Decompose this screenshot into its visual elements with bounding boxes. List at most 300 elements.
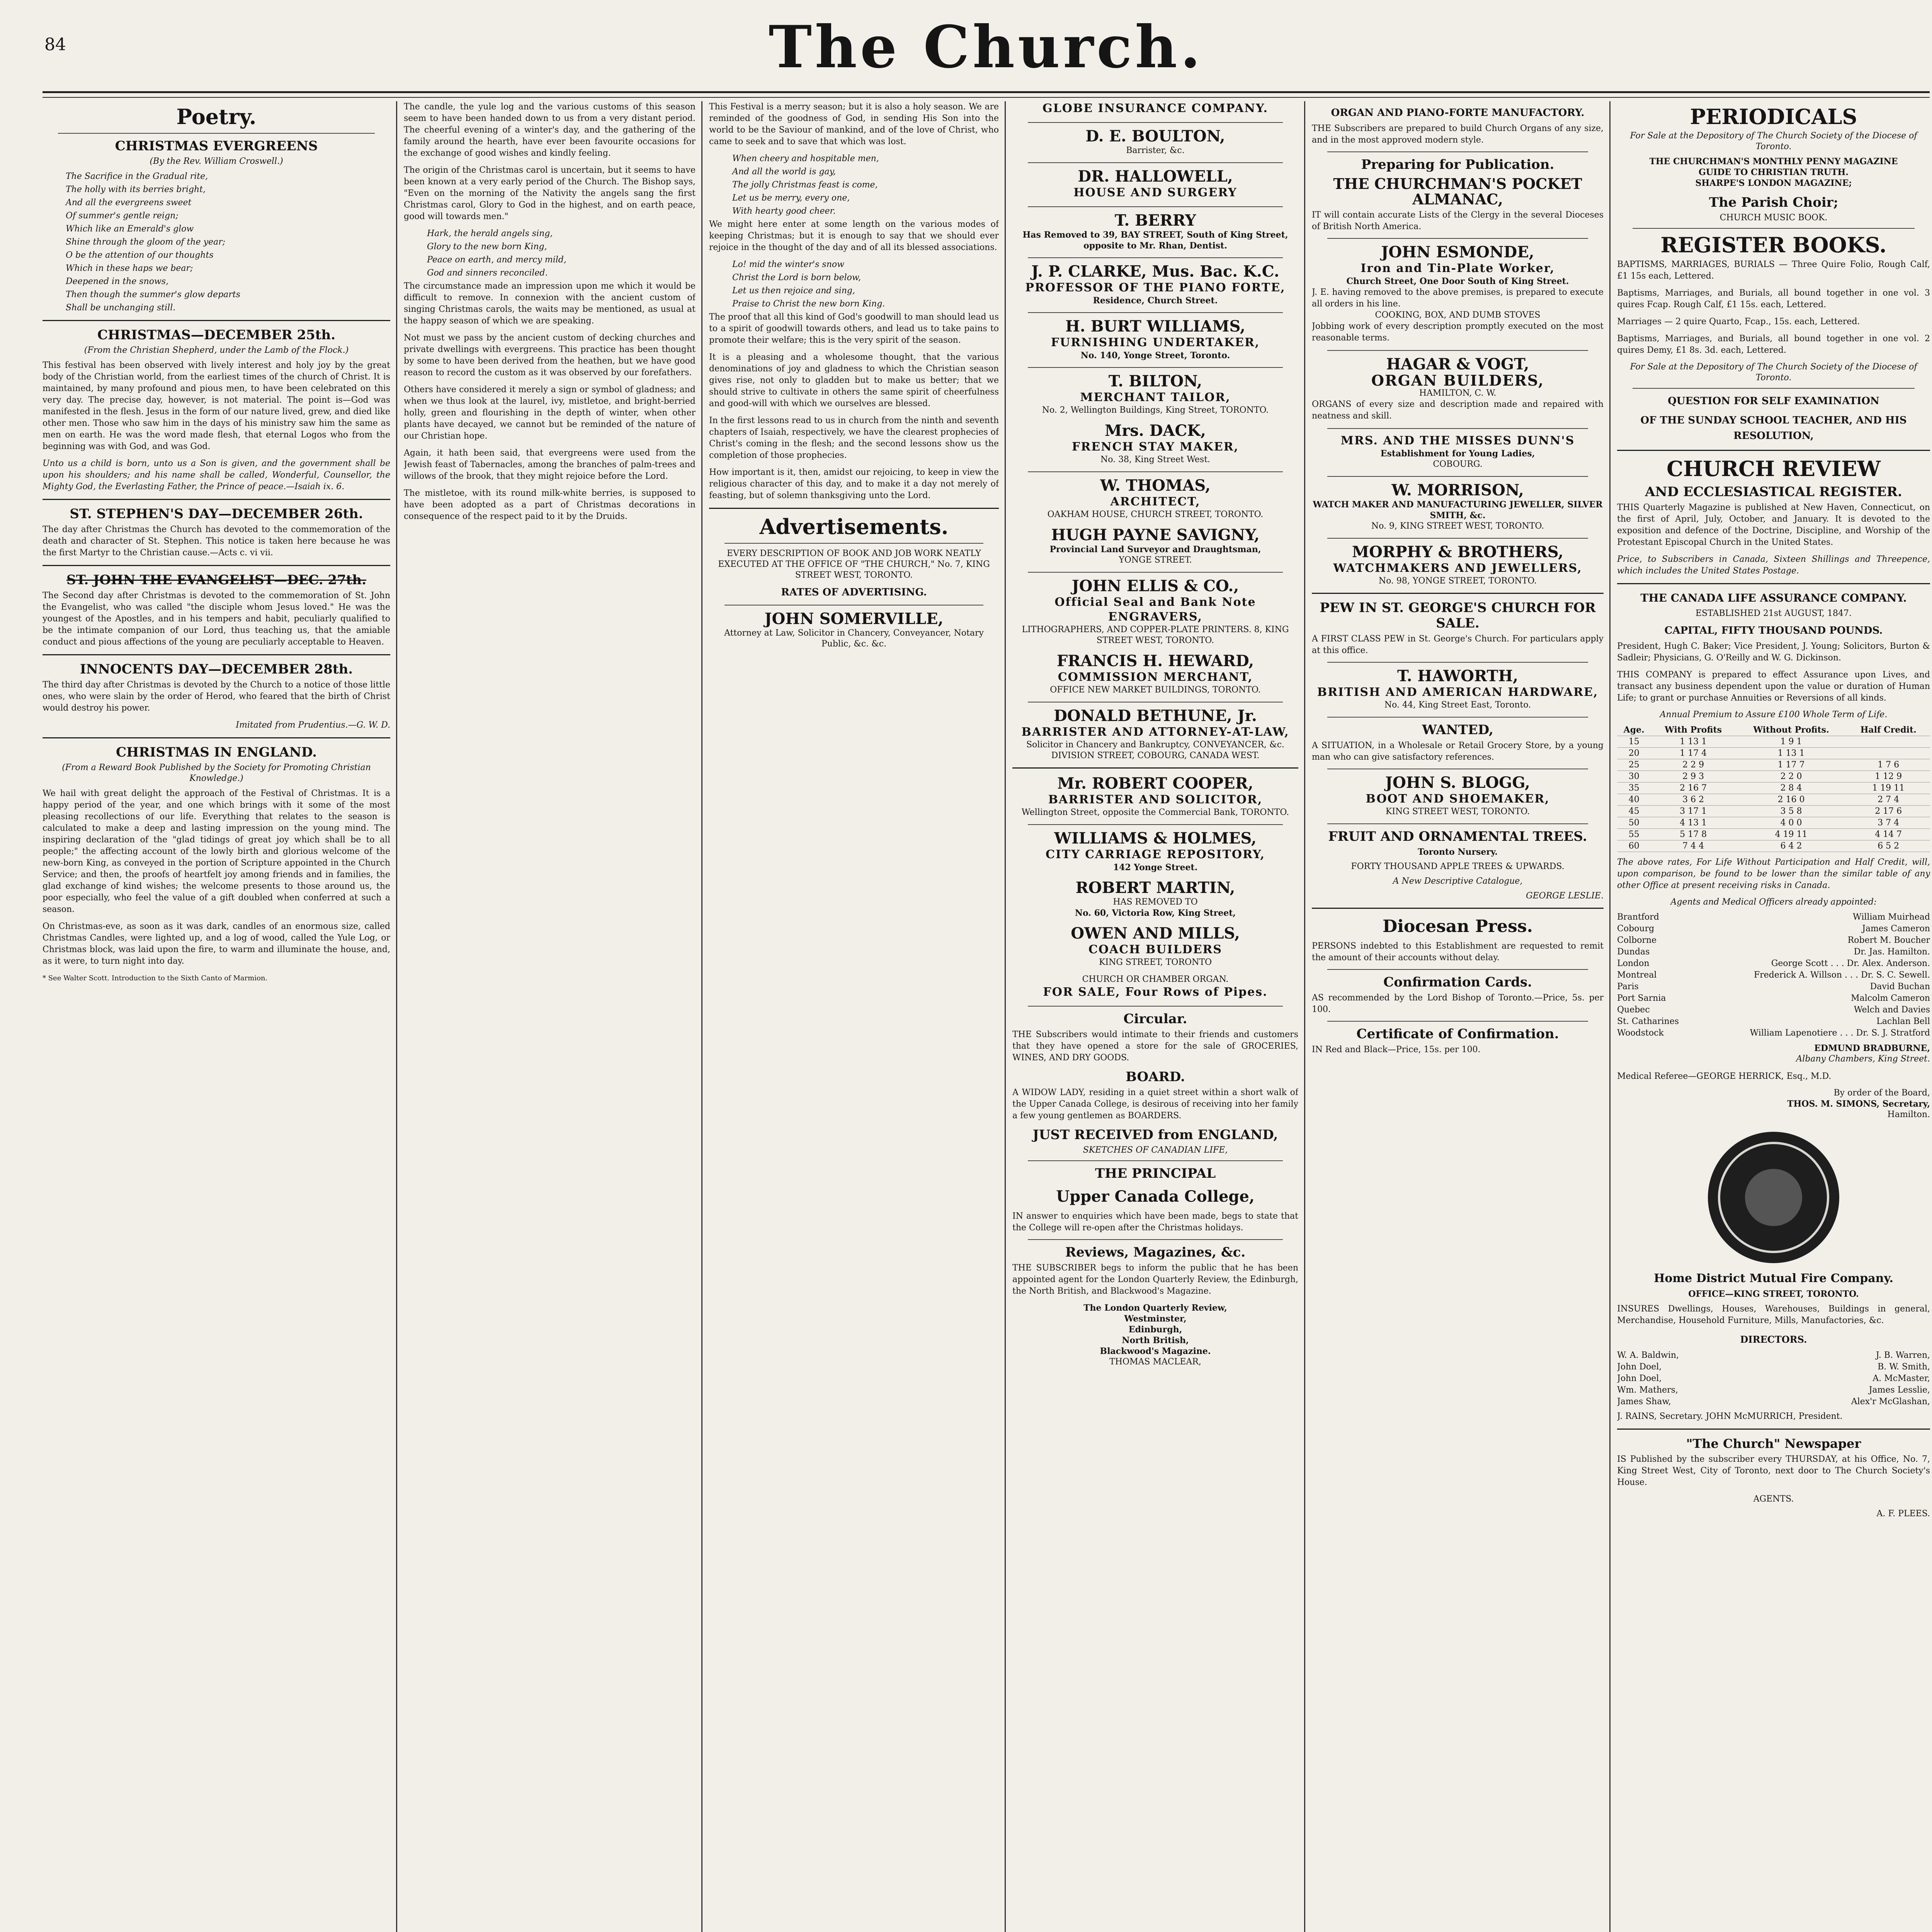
music-book: CHURCH MUSIC BOOK. (1719, 213, 1828, 223)
verse-line: Of summer's gentle reign; (66, 211, 179, 221)
notice-body: THE Subscribers would intimate to their friends and customers that they have opened a store for the sale of GROCERIES, WINES, AND DRY GOODS. (1012, 1030, 1298, 1063)
verse-line: Peace on earth, and mercy mild, (427, 255, 566, 265)
advertiser-line: Solicitor in Chancery and Bankruptcy, CONVEYANCER, &c. DIVISION STREET, COBOURG, CANADA WEST. (1026, 740, 1285, 760)
verse-line: Shine through the gloom of the year; (66, 237, 226, 247)
dack-ad (1012, 422, 1298, 465)
table-cell: 55 (1617, 829, 1651, 840)
advertiser-role: COACH BUILDERS (1088, 943, 1223, 956)
advertiser-line: COOKING, BOX, AND DUMB STOVES (1375, 310, 1541, 320)
table-cell: 15 (1617, 736, 1651, 748)
section-source: (From the Christian Shepherd, under the Lamb of the Flock.) (84, 345, 349, 355)
company-heading: GLOBE INSURANCE COMPANY. (1043, 102, 1268, 115)
mutual-fire-company-seal-icon (1708, 1132, 1839, 1263)
agent-row (1617, 1027, 1930, 1039)
table-cell: 20 (1617, 748, 1651, 759)
clarke-ad (1012, 263, 1298, 306)
director-name: John Doel, (1617, 1374, 1662, 1383)
article-paragraph: The origin of the Christmas carol is uncertain, but it seems to have been known at a very early period of the Church. The Bishop says, "Even on the morning of the Nativity the angels sang the first Christmas carol, Glory to God in the highest, and on earth peace, good will towards men." (404, 165, 696, 221)
table-cell (1847, 748, 1930, 759)
divider (1028, 471, 1283, 472)
advertiser-name: T. HAWORTH, (1397, 667, 1519, 685)
advertiser-name: HAGAR & VOGT, (1386, 355, 1529, 373)
notice-title: WANTED, (1422, 722, 1493, 738)
fire-company-heading: Home District Mutual Fire Company. (1654, 1272, 1893, 1285)
agent-town: Quebec (1617, 1005, 1650, 1015)
divider (1028, 367, 1283, 368)
advertiser-role: FRENCH STAY MAKER, (1072, 440, 1239, 454)
owen-ad (1012, 925, 1298, 968)
notice-title: JUST RECEIVED from ENGLAND, (1032, 1127, 1278, 1143)
notice-body: THE SUBSCRIBER begs to inform the public that he has been appointed agent for the London Quarterly Review, the Edinburgh, the North British, and Blackwood's Magazine. (1012, 1263, 1298, 1296)
notice-title: Diocesan Press. (1383, 917, 1533, 936)
register-item: Marriages — 2 quire Quarto, Fcap., 15s. each, Lettered. (1617, 317, 1860, 327)
table-cell: 1 12 9 (1847, 771, 1930, 782)
review-item: Blackwood's Magazine. (1100, 1346, 1211, 1356)
advertiser-line: LITHOGRAPHERS, AND COPPER-PLATE PRINTERS. 8, KING STREET WEST, TORONTO. (1022, 625, 1289, 645)
assurance-officers: President, Hugh C. Baker; Vice President, J. Young; Solicitors, Burton & Sadleir; Physicians, G. O'Reilly and W. G. Dickinson. (1617, 641, 1930, 663)
question-heading: QUESTION FOR SELF EXAMINATION (1668, 395, 1879, 407)
notice-title: BOARD. (1126, 1069, 1185, 1085)
advertiser-line: Attorney at Law, Solicitor in Chancery, Conveyancer, Notary Public, &c. &c. (724, 628, 984, 649)
table-cell: 1 13 1 (1651, 736, 1735, 748)
table-row (1617, 771, 1930, 782)
advertiser-name: J. P. CLARKE, Mus. Bac. K.C. (1031, 262, 1279, 281)
director-name: A. McMaster, (1872, 1374, 1930, 1383)
assurance-established: ESTABLISHED 21st AUGUST, 1847. (1695, 609, 1852, 618)
divider (1633, 388, 1915, 389)
verse-line: Glory to the new born King, (427, 242, 547, 252)
review-item: North British, (1122, 1335, 1189, 1345)
article-paragraph: Others have considered it merely a sign or symbol of gladness; and when we thus look at the laurel, ivy, mistletoe, and bright-berried holly, green and flourishing in the depth of winter, when other plants have decayed, we cannot but be reminded of the nature of our Christian hope. (404, 385, 696, 441)
agent-row (1617, 958, 1930, 969)
article-paragraph: We hail with great delight the approach of the Festival of Christmas. It is a happy period of the year, and one which brings with it some of the most pleasing recollections of our life. Everything that relates to the season is calculated to make a deep and lasting impression on the young mind. The inspiring declaration of the "glad tidings of great joy which shall be to all people;" the affecting account of the lowly birth and glorious welcome of the new-born King, as conveyed in the portion of Scripture appointed in the Church Service; and then, the proofs of heartfelt joy among friends and in families, the glad exchange of kind wishes; the welcome presents to those around us, the poor especially, who feel the value of a gift doubled when conferred at such a season. (43, 789, 390, 914)
director-row (1617, 1361, 1930, 1373)
section-title: CHRISTMAS IN ENGLAND. (116, 745, 317, 760)
table-row (1617, 736, 1930, 748)
notice-body: A WIDOW LADY, residing in a quiet street within a short walk of the Upper Canada College, is desirous of receiving into her family a few young gentlemen as BOARDERS. (1012, 1088, 1298, 1121)
agent-signer: EDMUND BRADBURNE, (1814, 1043, 1930, 1053)
advertiser-name: W. MORRISON, (1391, 481, 1524, 499)
table-cell: 2 2 9 (1651, 759, 1735, 771)
advertiser-role: Barrister, &c. (1126, 146, 1185, 155)
poem-title: CHRISTMAS EVERGREENS (115, 138, 318, 154)
divider (1028, 122, 1283, 123)
article-paragraph: The Second day after Christmas is devoted to the commemoration of St. John the Evangelist, who was called "the disciple whom Jesus loved." He was the youngest of the Apostles, and in his tempers and habit, peculiarly qualified to be the intimate companion of our Lord, thus teaching us, that the amiable conduct and pious affections of the young are peculiarly acceptable to Heaven. (43, 591, 390, 647)
heward-ad (1012, 652, 1298, 696)
notice-body: IT will contain accurate Lists of the Clergy in the several Dioceses of British North America. (1312, 210, 1604, 231)
article-paragraph: How important is it, then, amidst our rejoicing, to keep in view the religious character of this day, and to make it a day not merely of feasting, but of solemn thanksgiving unto the Lord. (709, 468, 999, 500)
martin-ad (1012, 879, 1298, 918)
hallowell-ad (1012, 168, 1298, 200)
director-row (1617, 1373, 1930, 1384)
divider (709, 508, 999, 509)
review-price: Price, to Subscribers in Canada, Sixteen Shillings and Threepence, which includes the United States Postage. (1617, 554, 1930, 576)
fire-company-body: INSURES Dwellings, Houses, Warehouses, Buildings in general, Merchandise, Household Furniture, Mills, Manufactories, &c. (1617, 1304, 1930, 1325)
morphy-ad (1312, 543, 1604, 587)
divider (724, 543, 983, 544)
table-cell: 1 7 6 (1847, 759, 1930, 771)
carol-verse (404, 228, 696, 279)
divider (1327, 476, 1588, 477)
director-name: James Shaw, (1617, 1397, 1671, 1406)
advertiser-role: COMMISSION MERCHANT, (1058, 670, 1253, 684)
divider (1312, 908, 1604, 909)
verse-line: Lo! mid the winter's snow (732, 260, 844, 269)
article-paragraph: This festival has been observed with lively interest and holy joy by the great body of the Christian world, from the earliest times of the church of Christ. It is maintained, by many profound and pious men, to have been celebrated on this very day. The precise day, however, is not material. The point is—God was manifested in the flesh. Jesus in the form of our nature lived, grew, and died like other men. Those who saw him in the days of his ministry saw him the same as men on earth. He was the word made flesh, that eternal Logos who from the beginning was with God, and was God. (43, 361, 390, 451)
advertiser-line: No. 44, King Street East, Toronto. (1384, 700, 1531, 710)
article-paragraph: It is a pleasing and a wholesome thought, that the various denominations of joy and gladness to which the Christian season gives rise, not only to gladden but to make us better; that we should strive to cultivate in others the same spirit of cheerfulness and good-will with which we ourselves are blessed. (709, 352, 999, 408)
advertiser-line: Residence, Church Street. (1093, 296, 1218, 306)
advertiser-role: ARCHITECT, (1110, 495, 1201, 509)
credit-line: Imitated from Prudentius.—G. W. D. (236, 720, 390, 730)
organ-ad (1012, 974, 1298, 1000)
agent-row (1617, 993, 1930, 1004)
divider (1327, 1021, 1588, 1022)
agents-list (1617, 912, 1930, 1039)
verse-line: Which in these haps we bear; (66, 264, 193, 273)
advertiser-role: Iron and Tin-Plate Worker, (1361, 262, 1555, 275)
periodicals-heading: PERIODICALS (1690, 104, 1857, 129)
review-heading: CHURCH REVIEW (1667, 456, 1881, 481)
agent-name: Dr. Jas. Hamilton. (1854, 947, 1930, 957)
scripture-quote: Unto us a child is born, unto us a Son is given, and the government shall be upon his shoulders; and his name shall be called, Wonderful, Counsellor, the Mighty God, the Everlasting Father, the Prince of peace.—Isaiah ix. 6. (43, 459, 390, 492)
advertiser-line: Church Street, One Door South of King Street. (1346, 276, 1569, 286)
table-cell: 40 (1617, 794, 1651, 806)
divider (1633, 228, 1915, 229)
table-cell: 2 7 4 (1847, 794, 1930, 806)
column-3 (709, 101, 999, 1932)
newspaper-title: The Church. (769, 13, 1204, 81)
verse-line: Deepened in the snows, (66, 277, 169, 286)
divider (1327, 823, 1588, 824)
agent-name: Frederick A. Willson . . . Dr. S. C. Sewell. (1753, 970, 1930, 980)
directors-heading: DIRECTORS. (1740, 1334, 1807, 1345)
column-header: Age. (1617, 724, 1651, 736)
notice-title: FRUIT AND ORNAMENTAL TREES. (1328, 829, 1587, 844)
advertiser-name: JOHN SOMERVILLE, (764, 610, 944, 628)
advertiser-name: H. BURT WILLIAMS, (1065, 317, 1245, 335)
hagar-ad (1312, 355, 1604, 422)
table-cell: 4 0 0 (1736, 817, 1847, 829)
notice-body: PERSONS indebted to this Establishment are requested to remit the amount of their accounts without delay. (1312, 941, 1604, 963)
advertiser-line: CHURCH OR CHAMBER ORGAN. (1082, 975, 1229, 984)
table-cell: 1 17 4 (1651, 748, 1735, 759)
column-6 (1617, 101, 1930, 1932)
magazine-title: THE CHURCHMAN'S MONTHLY PENNY MAGAZINE (1649, 156, 1898, 167)
review-subheading: AND ECCLESIASTICAL REGISTER. (1645, 484, 1902, 500)
esmonde-ad (1312, 243, 1604, 344)
article-paragraph: The proof that all this kind of God's goodwill to man should lead us to a spirit of goodwill towards others, and lead us to take pains to promote their welfare; this is the very spirit of the season. (709, 312, 999, 345)
section-title: ST. STEPHEN'S DAY—DECEMBER 26th. (70, 506, 363, 522)
agent-name: Lachlan Bell (1876, 1017, 1930, 1026)
advertiser-name: Mrs. DACK, (1105, 422, 1206, 440)
article-paragraph: On Christmas-eve, as soon as it was dark, candles of an enormous size, called Christmas Candles, were lighted up, and a log of wood, called the Yule Log, or Christmas block, was laid upon the fire, to warm and illuminate the house, and, as it were, to turn night into day. (43, 922, 390, 966)
advertiser-line: OFFICE NEW MARKET BUILDINGS, TORONTO. (1050, 685, 1261, 695)
advertiser-line: Has Removed to 39, BAY STREET, South of King Street, opposite to Mr. Rhan, Dentist. (1022, 230, 1288, 251)
magazine-title: GUIDE TO CHRISTIAN TRUTH. (1699, 167, 1849, 177)
notice-title: Reviews, Magazines, &c. (1065, 1245, 1246, 1260)
advertiser-name: MRS. AND THE MISSES DUNN'S (1340, 434, 1575, 447)
divider (1327, 428, 1588, 429)
notice-body: A FIRST CLASS PEW in St. George's Church. For particulars apply at this office. (1312, 634, 1604, 655)
advertiser-body: ORGANS of every size and description made and repaired with neatness and skill. (1312, 400, 1604, 421)
register-item: BAPTISMS, MARRIAGES, BURIALS — Three Quire Folio, Rough Calf, £1 15s each, Lettered. (1617, 260, 1930, 281)
divider (1327, 238, 1588, 239)
bilton-ad (1012, 372, 1298, 416)
divider (1327, 538, 1588, 539)
poem-byline: (By the Rev. William Croswell.) (150, 156, 283, 166)
advertiser-role: BARRISTER AND SOLICITOR, (1048, 793, 1263, 806)
table-row (1617, 782, 1930, 794)
advertiser-role: HOUSE AND SURGERY (1073, 186, 1237, 199)
director-name: J. B. Warren, (1876, 1350, 1930, 1360)
advertisements-heading: Advertisements. (759, 514, 949, 539)
notice-signature: GEORGE LESLIE. (1526, 891, 1604, 901)
verse-line: Let us be merry, every one, (732, 193, 850, 203)
advertiser-name: T. BERRY (1114, 211, 1196, 230)
haworth-ad (1312, 667, 1604, 711)
medical-referee: Medical Referee—GEORGE HERRICK, Esq., M.D. (1617, 1071, 1832, 1081)
advertiser-name: OWEN AND MILLS, (1071, 924, 1240, 942)
job-work-notice: EVERY DESCRIPTION OF BOOK AND JOB WORK NEATLY EXECUTED AT THE OFFICE OF "THE CHURCH," No. 7, KING STREET WEST, TORONTO. (718, 549, 990, 580)
seal-center (1745, 1169, 1802, 1226)
verse-line: The holly with its berries bright, (66, 185, 206, 194)
column-rule (1304, 101, 1305, 1932)
boulton-ad (1012, 128, 1298, 156)
advertiser-role: WATCH MAKER AND MANUFACTURING JEWELLER, SILVER SMITH, &c. (1313, 500, 1603, 520)
advertiser-line: No. 60, Victoria Row, King Street, (1075, 908, 1236, 918)
divider (1312, 593, 1604, 594)
divider (1028, 312, 1283, 313)
advertiser-line: KING STREET WEST, TORONTO. (1385, 807, 1530, 816)
section-title: INNOCENTS DAY—DECEMBER 28th. (80, 662, 353, 677)
agent-row (1617, 935, 1930, 946)
director-name: John Doel, (1617, 1362, 1662, 1372)
publisher-name: A. F. PLEES. (1876, 1509, 1930, 1519)
advertiser-name: FRANCIS H. HEWARD, (1056, 652, 1254, 670)
ellis-ad (1012, 577, 1298, 646)
agent-town: Dundas (1617, 947, 1650, 957)
holmes-ad (1012, 830, 1298, 873)
agent-town: Montreal (1617, 970, 1657, 980)
table-row (1617, 817, 1930, 829)
notice-title: Certificate of Confirmation. (1356, 1026, 1559, 1042)
newspaper-body: IS Published by the subscriber every THURSDAY, at his Office, No. 7, King Street West, City of Toronto, next door to The Church Society's House. (1617, 1454, 1930, 1487)
secretary-name: THOS. M. SIMONS, Secretary, (1787, 1099, 1930, 1109)
column-header: Without Profits. (1736, 724, 1847, 736)
advertiser-line: COBOURG. (1433, 459, 1483, 469)
bethune-ad (1012, 707, 1298, 761)
reviews-list (1012, 1303, 1298, 1367)
verse-line: The jolly Christmas feast is come, (732, 180, 878, 190)
divider (1617, 450, 1930, 451)
notice-subtitle: SKETCHES OF CANADIAN LIFE, (1083, 1145, 1228, 1155)
divider (1617, 583, 1930, 584)
verse-line: With hearty good cheer. (732, 206, 836, 216)
review-item: Westminster, (1124, 1314, 1187, 1324)
agent-name: Malcolm Cameron (1851, 993, 1930, 1003)
advertiser-name: HUGH PAYNE SAVIGNY, (1051, 526, 1260, 544)
agent-town: Port Sarnia (1617, 993, 1666, 1003)
table-cell: 6 5 2 (1847, 840, 1930, 852)
divider (1028, 257, 1283, 258)
divider (1028, 824, 1283, 825)
notice-title: THE PRINCIPAL (1095, 1166, 1216, 1181)
article-paragraph: Again, it hath been said, that evergreens were used from the Jewish feast of Tabernacles, among the branches of palm-trees and willows of the brook, that they might rejoice before the Lord. (404, 448, 696, 481)
article-paragraph: The mistletoe, with its round milk-white berries, is supposed to have been adopted as a part of Christmas decorations in consequence of the respect paid to it by the Druids. (404, 488, 696, 521)
column-1 (43, 101, 390, 1932)
company-ad (1012, 101, 1298, 116)
review-item: The London Quarterly Review, (1083, 1303, 1227, 1313)
table-row (1617, 759, 1930, 771)
poem-verse (709, 153, 999, 217)
verse-line: And all the world is gay, (732, 167, 836, 177)
advertiser-body: J. E. having removed to the above premises, is prepared to execute all orders in his line. (1312, 287, 1604, 309)
agent-town: London (1617, 959, 1650, 968)
verse-line: O be the attention of our thoughts (66, 250, 214, 260)
table-cell: 3 17 1 (1651, 806, 1735, 817)
divider (1327, 717, 1588, 718)
table-cell: 3 7 4 (1847, 817, 1930, 829)
berry-ad (1012, 212, 1298, 251)
notice-subtitle: FORTY THOUSAND APPLE TREES & UPWARDS. (1351, 862, 1565, 871)
advertiser-role: PROFESSOR OF THE PIANO FORTE, (1025, 281, 1286, 294)
newspaper-heading: "The Church" Newspaper (1686, 1436, 1861, 1451)
advertiser-name: JOHN S. BLOGG, (1385, 774, 1530, 792)
table-cell: 30 (1617, 771, 1651, 782)
table-cell: 1 19 11 (1847, 782, 1930, 794)
advertiser-role: Official Seal and Bank Note ENGRAVERS, (1054, 595, 1256, 624)
advertiser-role: FURNISHING UNDERTAKER, (1051, 336, 1260, 349)
table-cell: 45 (1617, 806, 1651, 817)
table-cell: 4 13 1 (1651, 817, 1735, 829)
advertiser-name: D. E. BOULTON, (1085, 127, 1225, 145)
advertiser-name: T. BILTON, (1108, 372, 1202, 390)
president-line: J. RAINS, Secretary. JOHN McMURRICH, President. (1617, 1412, 1843, 1421)
director-name: Alex'r McGlashan, (1851, 1397, 1930, 1406)
advertiser-line: KING STREET, TORONTO (1099, 957, 1212, 967)
notice-body: A SITUATION, in a Wholesale or Retail Grocery Store, by a young man who can give satisfactory references. (1312, 741, 1604, 762)
divider (58, 133, 375, 134)
agent-row (1617, 946, 1930, 958)
rates-caption: Annual Premium to Assure £100 Whole Term of Life. (1660, 710, 1888, 719)
review-item: Edinburgh, (1128, 1325, 1182, 1335)
divider (1327, 969, 1588, 970)
article-paragraph: The circumstance made an impression upon me which it would be difficult to remove. In connexion with the ancient custom of singing Christmas carols, the waits may be mentioned, as usual at the happy season of which we are speaking. (404, 281, 696, 326)
article-paragraph: The candle, the yule log and the various customs of this season seem to have been handed down to us from a very distant period. The cheerful evening of a winter's day, and the gathering of the family around the hearth, have ever been favourite occasions for the exchange of good wishes and kindly feeling. (404, 102, 696, 158)
advertiser-line: No. 98, YONGE STREET, TORONTO. (1378, 576, 1537, 586)
director-name: B. W. Smith, (1878, 1362, 1930, 1372)
column-5 (1312, 101, 1604, 1932)
notice-body: IN Red and Black—Price, 15s. per 100. (1312, 1045, 1481, 1054)
agents-list-heading: AGENTS. (1753, 1494, 1794, 1504)
column-header: With Profits (1651, 724, 1735, 736)
divider (1028, 1006, 1283, 1007)
advertiser-role: MERCHANT TAILOR, (1080, 391, 1231, 404)
advertiser-name: Mr. ROBERT COOPER, (1057, 774, 1253, 793)
notice-title: ORGAN AND PIANO-FORTE MANUFACTORY. (1331, 107, 1585, 119)
directors-list (1617, 1350, 1930, 1408)
agent-signature (1617, 1043, 1930, 1065)
verse-line: Shall be unchanging still. (66, 303, 176, 313)
table-header-row (1617, 724, 1930, 736)
masthead (0, 0, 1932, 93)
table-row (1617, 840, 1930, 852)
table-cell: 6 4 2 (1736, 840, 1847, 852)
director-name: James Lesslie, (1869, 1385, 1930, 1395)
advertiser-role: HAS REMOVED TO (1113, 897, 1198, 907)
advertiser-role: FOR SALE, Four Rows of Pipes. (1043, 985, 1268, 999)
divider (43, 654, 390, 655)
table-row (1617, 806, 1930, 817)
periodicals-list (1617, 156, 1930, 189)
advertiser-name: W. THOMAS, (1100, 476, 1211, 495)
director-row (1617, 1396, 1930, 1408)
advertiser-line: No. 2, Wellington Buildings, King Street, TORONTO. (1042, 405, 1269, 415)
table-cell: 2 16 0 (1736, 794, 1847, 806)
advertiser-role: CITY CARRIAGE REPOSITORY, (1046, 848, 1265, 861)
advertiser-name: JOHN ELLIS & CO., (1071, 577, 1239, 595)
table-cell: 5 17 8 (1651, 829, 1735, 840)
agent-row (1617, 923, 1930, 935)
savigny-ad (1012, 526, 1298, 566)
secretary-place: Hamilton. (1887, 1110, 1930, 1119)
agent-row (1617, 981, 1930, 993)
table-cell: 60 (1617, 840, 1651, 852)
advertiser-role: Establishment for Young Ladies, (1380, 449, 1535, 459)
divider (1327, 662, 1588, 663)
agent-name: David Buchan (1870, 982, 1930, 992)
williams-ad (1012, 318, 1298, 361)
poetry-heading: Poetry. (176, 104, 257, 129)
advertiser-name: ROBERT MARTIN, (1075, 879, 1235, 897)
verse-line: God and sinners reconciled. (427, 268, 548, 278)
register-heading: REGISTER BOOKS. (1660, 233, 1887, 257)
register-item: Baptisms, Marriages, and Burials, all bound together in one vol. 2 quires Demy, £1 8s. 3d. each, Lettered. (1617, 334, 1930, 355)
advertiser-role: BRITISH AND AMERICAN HARDWARE, (1317, 685, 1599, 699)
table-cell: 4 19 11 (1736, 829, 1847, 840)
column-4 (1012, 101, 1298, 1932)
table-cell: 2 8 4 (1736, 782, 1847, 794)
agent-row (1617, 969, 1930, 981)
rates-title: RATES OF ADVERTISING. (781, 587, 927, 598)
article-paragraph: The day after Christmas the Church has devoted to the commemoration of the death and character of St. Stephen. This notice is taken here because he was the first Martyr to the Christian cause.—Acts c. vi vii. (43, 525, 390, 558)
verse-line: Then though the summer's glow departs (66, 290, 240, 299)
verse-line: When cheery and hospitable men, (732, 154, 879, 163)
agent-name: William Muirhead (1853, 912, 1930, 922)
verse-line: And all the evergreens sweet (66, 198, 192, 207)
section-title: CHRISTMAS—DECEMBER 25th. (97, 327, 336, 343)
article-paragraph: The third day after Christmas is devoted by the Church to a notice of those little ones, who were slain by the order of Herod, who feared that the birth of Christ would destroy his power. (43, 680, 390, 713)
agent-address: Albany Chambers, King Street. (1796, 1054, 1930, 1064)
article-paragraph: This Festival is a merry season; but it is also a holy season. We are reminded of the goodness of God, in sending His Son into the world to be the Saviour of mankind, and of the love of Christ, who came to seek and to save that which was lost. (709, 102, 999, 146)
notice-subtitle: Upper Canada College, (1056, 1187, 1255, 1206)
divider (1028, 572, 1283, 573)
table-cell: 2 2 0 (1736, 771, 1847, 782)
agent-town: St. Catharines (1617, 1017, 1679, 1026)
advertiser-role: BARRISTER AND ATTORNEY-AT-LAW, (1021, 725, 1289, 739)
divider (1028, 206, 1283, 207)
director-name: W. A. Baldwin, (1617, 1350, 1679, 1360)
agent-row (1617, 1016, 1930, 1027)
masthead-rule (43, 91, 1930, 98)
assurance-capital: CAPITAL, FIFTY THOUSAND POUNDS. (1664, 625, 1883, 636)
poem-verse (709, 259, 999, 310)
verse-line: Christ the Lord is born below, (732, 273, 861, 282)
agents-heading: Agents and Medical Officers already appointed: (1670, 897, 1877, 907)
table-row (1617, 829, 1930, 840)
column-2 (404, 101, 696, 1932)
